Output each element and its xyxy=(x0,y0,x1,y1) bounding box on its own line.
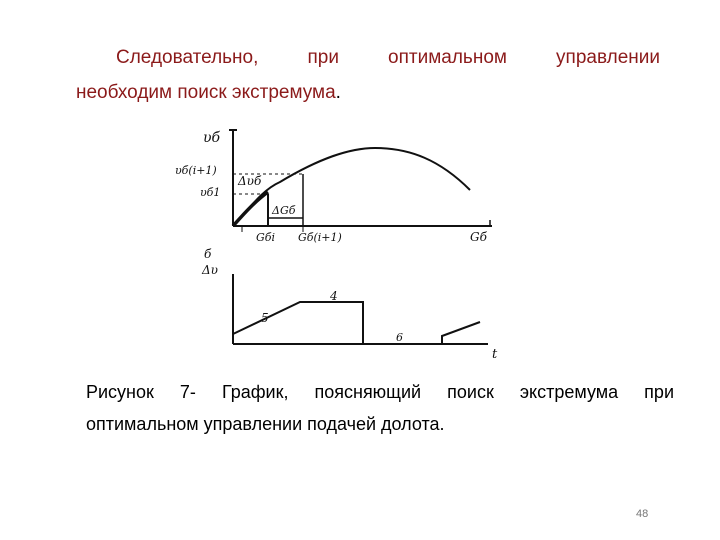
caption-line-2: оптимальном управлении подачей долота. xyxy=(86,414,445,435)
label-delta-y: Δυб xyxy=(238,174,262,188)
label-y-current: υб1 xyxy=(200,186,221,199)
top-y-axis-label: υб xyxy=(203,130,221,146)
label-x-gbi: Gбi xyxy=(256,231,276,244)
segment-label-5: 5 xyxy=(261,311,269,325)
body-paragraph xyxy=(76,40,660,110)
label-x-gbi1: Gб(i+1) xyxy=(298,231,342,244)
figure-caption xyxy=(86,376,674,441)
extremum-search-figure xyxy=(170,112,510,362)
paragraph-line-2-text: необходим поиск экстремума xyxy=(76,82,336,104)
segment-label-4: 4 xyxy=(330,289,338,303)
caption-line-1: Рисунок 7- График, поясняющий поиск экстремума при xyxy=(86,382,674,402)
page-number: 48 xyxy=(636,508,649,520)
bottom-graph xyxy=(233,274,488,344)
delta-v-trace xyxy=(233,302,480,344)
label-delta-g: ΔGб xyxy=(272,204,296,217)
segment-label-6: 6 xyxy=(396,331,403,344)
paragraph-line-2 xyxy=(76,75,660,110)
top-x-axis-label: Gб xyxy=(470,230,487,244)
bottom-panel-letter: б xyxy=(204,247,212,261)
curve-initial-segment xyxy=(233,192,268,226)
top-graph xyxy=(229,130,492,232)
bottom-y-axis-label: Δυ xyxy=(202,263,218,277)
bottom-x-axis-label: t xyxy=(492,347,498,362)
paragraph-line-1: Следовательно, при оптимальном управлении xyxy=(116,47,660,68)
paragraph-end-punct: . xyxy=(335,82,341,104)
label-y-next: υб(i+1) xyxy=(175,164,217,177)
